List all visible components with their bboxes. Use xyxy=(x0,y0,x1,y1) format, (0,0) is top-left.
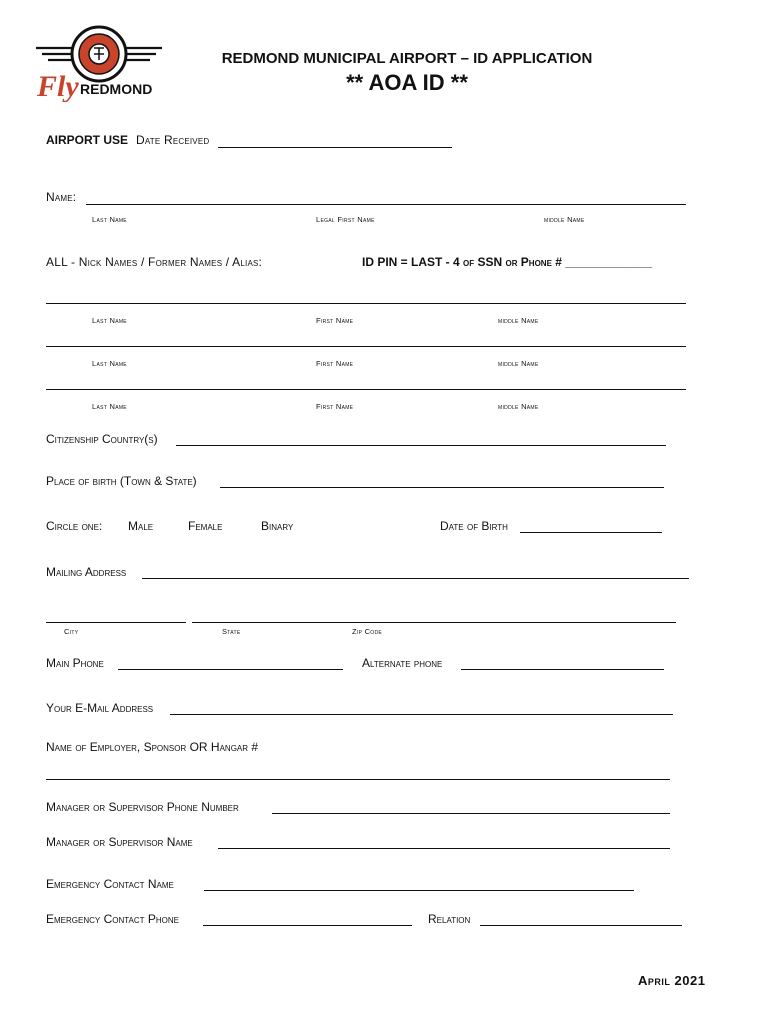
main-phone-label: Main Phone xyxy=(46,656,104,670)
page-subtitle: ** AOA ID ** xyxy=(346,70,468,95)
binary-option[interactable]: Binary xyxy=(261,519,294,533)
logo-redmond-text: REDMOND xyxy=(80,81,153,97)
alias-first-caption-2: First Name xyxy=(316,359,354,368)
citizenship-field[interactable] xyxy=(176,445,666,446)
state-caption: State xyxy=(222,627,241,636)
emergency-name-field[interactable] xyxy=(204,890,634,891)
email-label: Your E-Mail Address xyxy=(46,701,154,715)
date-received-label: Date Received xyxy=(136,133,210,147)
alias-field-3[interactable] xyxy=(46,389,686,390)
male-option[interactable]: Male xyxy=(128,519,154,533)
alias-label: ALL - Nick Names / Former Names / Alias: xyxy=(46,255,263,269)
alias-middle-caption-1: middle Name xyxy=(498,316,539,325)
date-of-birth-field[interactable] xyxy=(520,532,662,533)
redmond-logo xyxy=(34,24,164,102)
place-of-birth-label: Place of birth (Town & State) xyxy=(46,474,197,488)
city-field[interactable] xyxy=(46,622,186,623)
airport-use-label: AIRPORT USE xyxy=(46,133,129,147)
alias-last-caption-3: Last Name xyxy=(92,402,127,411)
alias-first-caption-1: First Name xyxy=(316,316,354,325)
logo-fly-text: Fly xyxy=(37,70,79,102)
state-zip-field[interactable] xyxy=(192,622,676,623)
relation-label: Relation xyxy=(428,912,471,926)
id-pin-label: ID PIN = LAST - 4 of SSN or Phone # _____________ xyxy=(362,255,653,269)
circle-one-label: Circle one: xyxy=(46,519,103,533)
female-option[interactable]: Female xyxy=(188,519,223,533)
date-received-field[interactable] xyxy=(218,147,452,148)
manager-name-label: Manager or Supervisor Name xyxy=(46,835,193,849)
alternate-phone-field[interactable] xyxy=(461,669,664,670)
place-of-birth-field[interactable] xyxy=(220,487,664,488)
city-caption: City xyxy=(64,627,79,636)
manager-phone-field[interactable] xyxy=(272,813,670,814)
emergency-phone-field[interactable] xyxy=(203,925,412,926)
manager-name-field[interactable] xyxy=(218,848,670,849)
alias-field-1[interactable] xyxy=(46,303,686,304)
page-title: REDMOND MUNICIPAL AIRPORT – ID APPLICATION xyxy=(221,50,593,67)
name-label: Name: xyxy=(46,190,77,204)
zip-caption: Zip Code xyxy=(352,627,383,636)
alias-last-caption-2: Last Name xyxy=(92,359,127,368)
date-of-birth-label: Date of Birth xyxy=(440,519,508,533)
manager-phone-label: Manager or Supervisor Phone Number xyxy=(46,800,239,814)
employer-field[interactable] xyxy=(46,779,670,780)
emergency-name-label: Emergency Contact Name xyxy=(46,877,174,891)
mailing-address-field[interactable] xyxy=(142,578,689,579)
relation-field[interactable] xyxy=(480,925,682,926)
alias-middle-caption-3: middle Name xyxy=(498,402,539,411)
legal-first-name-caption: Legal First Name xyxy=(316,215,375,224)
last-name-caption: Last Name xyxy=(92,215,127,224)
alternate-phone-label: Alternate phone xyxy=(362,656,443,670)
employer-label: Name of Employer, Sponsor OR Hangar # xyxy=(46,740,259,754)
emergency-phone-label: Emergency Contact Phone xyxy=(46,912,179,926)
name-field[interactable] xyxy=(86,204,686,205)
middle-name-caption: middle Name xyxy=(544,215,585,224)
alias-middle-caption-2: middle Name xyxy=(498,359,539,368)
citizenship-label: Citizenship Country(s) xyxy=(46,432,158,446)
mailing-address-label: Mailing Address xyxy=(46,565,127,579)
main-phone-field[interactable] xyxy=(118,669,343,670)
alias-first-caption-3: First Name xyxy=(316,402,354,411)
alias-last-caption-1: Last Name xyxy=(92,316,127,325)
footer-date: April 2021 xyxy=(638,973,706,988)
alias-field-2[interactable] xyxy=(46,346,686,347)
email-field[interactable] xyxy=(170,714,673,715)
